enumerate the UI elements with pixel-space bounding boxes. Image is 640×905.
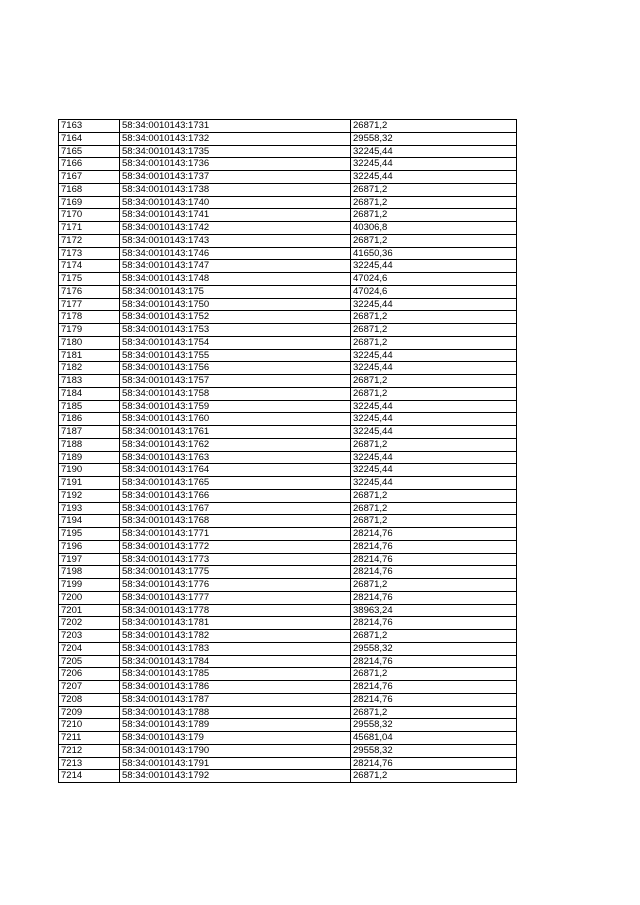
row-number-cell: 7190 xyxy=(59,464,120,477)
table-row xyxy=(59,196,517,209)
table-row xyxy=(59,451,517,464)
row-number-cell: 7185 xyxy=(59,400,120,413)
value-cell: 26871,2 xyxy=(351,515,517,528)
table-row xyxy=(59,744,517,757)
table-row xyxy=(59,298,517,311)
value-cell: 28214,76 xyxy=(351,681,517,694)
table-row xyxy=(59,311,517,324)
value-cell: 26871,2 xyxy=(351,668,517,681)
table-row xyxy=(59,770,517,783)
value-cell: 32245,44 xyxy=(351,362,517,375)
cadastral-number-cell: 58:34:0010143:1747 xyxy=(120,260,351,273)
row-number-cell: 7214 xyxy=(59,770,120,783)
value-cell: 28214,76 xyxy=(351,693,517,706)
cadastral-number-cell: 58:34:0010143:1789 xyxy=(120,719,351,732)
value-cell: 26871,2 xyxy=(351,579,517,592)
row-number-cell: 7200 xyxy=(59,591,120,604)
cadastral-number-cell: 58:34:0010143:175 xyxy=(120,285,351,298)
table-row xyxy=(59,438,517,451)
cadastral-number-cell: 58:34:0010143:1735 xyxy=(120,145,351,158)
cadastral-number-cell: 58:34:0010143:1764 xyxy=(120,464,351,477)
cadastral-number-cell: 58:34:0010143:1776 xyxy=(120,579,351,592)
cadastral-number-cell: 58:34:0010143:1736 xyxy=(120,158,351,171)
row-number-cell: 7172 xyxy=(59,234,120,247)
row-number-cell: 7175 xyxy=(59,273,120,286)
table-row xyxy=(59,617,517,630)
cadastral-number-cell: 58:34:0010143:179 xyxy=(120,732,351,745)
row-number-cell: 7197 xyxy=(59,553,120,566)
row-number-cell: 7189 xyxy=(59,451,120,464)
cadastral-number-cell: 58:34:0010143:1761 xyxy=(120,426,351,439)
cadastral-number-cell: 58:34:0010143:1768 xyxy=(120,515,351,528)
row-number-cell: 7183 xyxy=(59,375,120,388)
row-number-cell: 7195 xyxy=(59,528,120,541)
table-row xyxy=(59,553,517,566)
cadastral-number-cell: 58:34:0010143:1786 xyxy=(120,681,351,694)
row-number-cell: 7169 xyxy=(59,196,120,209)
table-row xyxy=(59,234,517,247)
value-cell: 29558,32 xyxy=(351,642,517,655)
table-row xyxy=(59,273,517,286)
value-cell: 26871,2 xyxy=(351,387,517,400)
table-row xyxy=(59,247,517,260)
value-cell: 26871,2 xyxy=(351,234,517,247)
row-number-cell: 7168 xyxy=(59,183,120,196)
row-number-cell: 7198 xyxy=(59,566,120,579)
row-number-cell: 7209 xyxy=(59,706,120,719)
row-number-cell: 7194 xyxy=(59,515,120,528)
value-cell: 28214,76 xyxy=(351,617,517,630)
value-cell: 32245,44 xyxy=(351,145,517,158)
table-row xyxy=(59,336,517,349)
row-number-cell: 7167 xyxy=(59,171,120,184)
row-number-cell: 7188 xyxy=(59,438,120,451)
table-row xyxy=(59,489,517,502)
row-number-cell: 7187 xyxy=(59,426,120,439)
table-row xyxy=(59,655,517,668)
row-number-cell: 7193 xyxy=(59,502,120,515)
row-number-cell: 7173 xyxy=(59,247,120,260)
row-number-cell: 7170 xyxy=(59,209,120,222)
value-cell: 32245,44 xyxy=(351,158,517,171)
cadastral-number-cell: 58:34:0010143:1766 xyxy=(120,489,351,502)
value-cell: 38963,24 xyxy=(351,604,517,617)
cadastral-number-cell: 58:34:0010143:1775 xyxy=(120,566,351,579)
table-row xyxy=(59,387,517,400)
cadastral-number-cell: 58:34:0010143:1790 xyxy=(120,744,351,757)
value-cell: 28214,76 xyxy=(351,540,517,553)
table-row xyxy=(59,528,517,541)
value-cell: 32245,44 xyxy=(351,477,517,490)
value-cell: 32245,44 xyxy=(351,413,517,426)
cadastral-number-cell: 58:34:0010143:1792 xyxy=(120,770,351,783)
cadastral-number-cell: 58:34:0010143:1756 xyxy=(120,362,351,375)
value-cell: 29558,32 xyxy=(351,132,517,145)
value-cell: 28214,76 xyxy=(351,528,517,541)
value-cell: 26871,2 xyxy=(351,489,517,502)
row-number-cell: 7186 xyxy=(59,413,120,426)
value-cell: 32245,44 xyxy=(351,400,517,413)
row-number-cell: 7205 xyxy=(59,655,120,668)
cadastral-number-cell: 58:34:0010143:1781 xyxy=(120,617,351,630)
row-number-cell: 7177 xyxy=(59,298,120,311)
value-cell: 32245,44 xyxy=(351,464,517,477)
cadastral-number-cell: 58:34:0010143:1778 xyxy=(120,604,351,617)
cadastral-number-cell: 58:34:0010143:1743 xyxy=(120,234,351,247)
row-number-cell: 7165 xyxy=(59,145,120,158)
cadastral-number-cell: 58:34:0010143:1759 xyxy=(120,400,351,413)
table-row xyxy=(59,375,517,388)
table-row xyxy=(59,400,517,413)
table-row xyxy=(59,183,517,196)
value-cell: 26871,2 xyxy=(351,630,517,643)
table-row xyxy=(59,515,517,528)
value-cell: 40306,8 xyxy=(351,222,517,235)
value-cell: 26871,2 xyxy=(351,502,517,515)
row-number-cell: 7196 xyxy=(59,540,120,553)
value-cell: 32245,44 xyxy=(351,426,517,439)
table-row xyxy=(59,579,517,592)
row-number-cell: 7199 xyxy=(59,579,120,592)
table-row xyxy=(59,706,517,719)
cadastral-number-cell: 58:34:0010143:1771 xyxy=(120,528,351,541)
value-cell: 26871,2 xyxy=(351,311,517,324)
cadastral-number-cell: 58:34:0010143:1732 xyxy=(120,132,351,145)
value-cell: 29558,32 xyxy=(351,719,517,732)
cadastral-number-cell: 58:34:0010143:1760 xyxy=(120,413,351,426)
table-row xyxy=(59,757,517,770)
value-cell: 41650,36 xyxy=(351,247,517,260)
cadastral-number-cell: 58:34:0010143:1788 xyxy=(120,706,351,719)
value-cell: 47024,6 xyxy=(351,285,517,298)
table-row xyxy=(59,324,517,337)
table-row xyxy=(59,349,517,362)
value-cell: 28214,76 xyxy=(351,591,517,604)
cadastral-number-cell: 58:34:0010143:1784 xyxy=(120,655,351,668)
row-number-cell: 7163 xyxy=(59,120,120,133)
value-cell: 32245,44 xyxy=(351,349,517,362)
value-cell: 32245,44 xyxy=(351,298,517,311)
cadastral-number-cell: 58:34:0010143:1754 xyxy=(120,336,351,349)
table-row xyxy=(59,426,517,439)
cadastral-number-cell: 58:34:0010143:1748 xyxy=(120,273,351,286)
cadastral-number-cell: 58:34:0010143:1787 xyxy=(120,693,351,706)
table-row xyxy=(59,566,517,579)
table-row xyxy=(59,477,517,490)
cadastral-number-cell: 58:34:0010143:1741 xyxy=(120,209,351,222)
row-number-cell: 7202 xyxy=(59,617,120,630)
table-row xyxy=(59,132,517,145)
table-row xyxy=(59,540,517,553)
row-number-cell: 7192 xyxy=(59,489,120,502)
cadastral-number-cell: 58:34:0010143:1752 xyxy=(120,311,351,324)
row-number-cell: 7210 xyxy=(59,719,120,732)
row-number-cell: 7181 xyxy=(59,349,120,362)
row-number-cell: 7201 xyxy=(59,604,120,617)
table-row xyxy=(59,732,517,745)
cadastral-number-cell: 58:34:0010143:1773 xyxy=(120,553,351,566)
table-row xyxy=(59,158,517,171)
row-number-cell: 7182 xyxy=(59,362,120,375)
table-row xyxy=(59,681,517,694)
table-row xyxy=(59,362,517,375)
value-cell: 26871,2 xyxy=(351,196,517,209)
table-row xyxy=(59,642,517,655)
table-row xyxy=(59,668,517,681)
cadastral-number-cell: 58:34:0010143:1777 xyxy=(120,591,351,604)
value-cell: 26871,2 xyxy=(351,209,517,222)
row-number-cell: 7213 xyxy=(59,757,120,770)
value-cell: 26871,2 xyxy=(351,183,517,196)
row-number-cell: 7171 xyxy=(59,222,120,235)
table-row xyxy=(59,171,517,184)
value-cell: 29558,32 xyxy=(351,744,517,757)
table-body xyxy=(59,120,517,783)
value-cell: 26871,2 xyxy=(351,770,517,783)
value-cell: 26871,2 xyxy=(351,120,517,133)
cadastral-number-cell: 58:34:0010143:1746 xyxy=(120,247,351,260)
table-row xyxy=(59,719,517,732)
cadastral-number-cell: 58:34:0010143:1758 xyxy=(120,387,351,400)
value-cell: 32245,44 xyxy=(351,451,517,464)
row-number-cell: 7207 xyxy=(59,681,120,694)
value-cell: 32245,44 xyxy=(351,171,517,184)
value-cell: 47024,6 xyxy=(351,273,517,286)
cadastral-number-cell: 58:34:0010143:1738 xyxy=(120,183,351,196)
value-cell: 28214,76 xyxy=(351,566,517,579)
row-number-cell: 7166 xyxy=(59,158,120,171)
table-row xyxy=(59,145,517,158)
cadastral-number-cell: 58:34:0010143:1731 xyxy=(120,120,351,133)
row-number-cell: 7204 xyxy=(59,642,120,655)
cadastral-number-cell: 58:34:0010143:1755 xyxy=(120,349,351,362)
cadastral-number-cell: 58:34:0010143:1772 xyxy=(120,540,351,553)
row-number-cell: 7206 xyxy=(59,668,120,681)
table-row xyxy=(59,222,517,235)
row-number-cell: 7180 xyxy=(59,336,120,349)
cadastral-number-cell: 58:34:0010143:1791 xyxy=(120,757,351,770)
table-row xyxy=(59,604,517,617)
row-number-cell: 7211 xyxy=(59,732,120,745)
cadastral-number-cell: 58:34:0010143:1785 xyxy=(120,668,351,681)
cadastral-number-cell: 58:34:0010143:1753 xyxy=(120,324,351,337)
value-cell: 45681,04 xyxy=(351,732,517,745)
value-cell: 28214,76 xyxy=(351,553,517,566)
cadastral-number-cell: 58:34:0010143:1737 xyxy=(120,171,351,184)
table-row xyxy=(59,285,517,298)
value-cell: 26871,2 xyxy=(351,438,517,451)
row-number-cell: 7208 xyxy=(59,693,120,706)
row-number-cell: 7178 xyxy=(59,311,120,324)
cadastral-number-cell: 58:34:0010143:1740 xyxy=(120,196,351,209)
value-cell: 26871,2 xyxy=(351,706,517,719)
value-cell: 26871,2 xyxy=(351,324,517,337)
table-row xyxy=(59,502,517,515)
value-cell: 28214,76 xyxy=(351,757,517,770)
table-row xyxy=(59,209,517,222)
cadastral-number-cell: 58:34:0010143:1782 xyxy=(120,630,351,643)
data-table xyxy=(58,119,517,783)
value-cell: 28214,76 xyxy=(351,655,517,668)
table-row xyxy=(59,120,517,133)
cadastral-number-cell: 58:34:0010143:1767 xyxy=(120,502,351,515)
cadastral-number-cell: 58:34:0010143:1762 xyxy=(120,438,351,451)
cadastral-number-cell: 58:34:0010143:1765 xyxy=(120,477,351,490)
row-number-cell: 7212 xyxy=(59,744,120,757)
table-row xyxy=(59,591,517,604)
cadastral-number-cell: 58:34:0010143:1742 xyxy=(120,222,351,235)
table-row xyxy=(59,630,517,643)
value-cell: 32245,44 xyxy=(351,260,517,273)
row-number-cell: 7179 xyxy=(59,324,120,337)
cadastral-number-cell: 58:34:0010143:1750 xyxy=(120,298,351,311)
table-row xyxy=(59,693,517,706)
row-number-cell: 7164 xyxy=(59,132,120,145)
row-number-cell: 7174 xyxy=(59,260,120,273)
row-number-cell: 7176 xyxy=(59,285,120,298)
value-cell: 26871,2 xyxy=(351,336,517,349)
cadastral-number-cell: 58:34:0010143:1763 xyxy=(120,451,351,464)
row-number-cell: 7203 xyxy=(59,630,120,643)
cadastral-number-cell: 58:34:0010143:1783 xyxy=(120,642,351,655)
table-row xyxy=(59,464,517,477)
table-row xyxy=(59,260,517,273)
value-cell: 26871,2 xyxy=(351,375,517,388)
cadastral-number-cell: 58:34:0010143:1757 xyxy=(120,375,351,388)
row-number-cell: 7184 xyxy=(59,387,120,400)
table-row xyxy=(59,413,517,426)
row-number-cell: 7191 xyxy=(59,477,120,490)
